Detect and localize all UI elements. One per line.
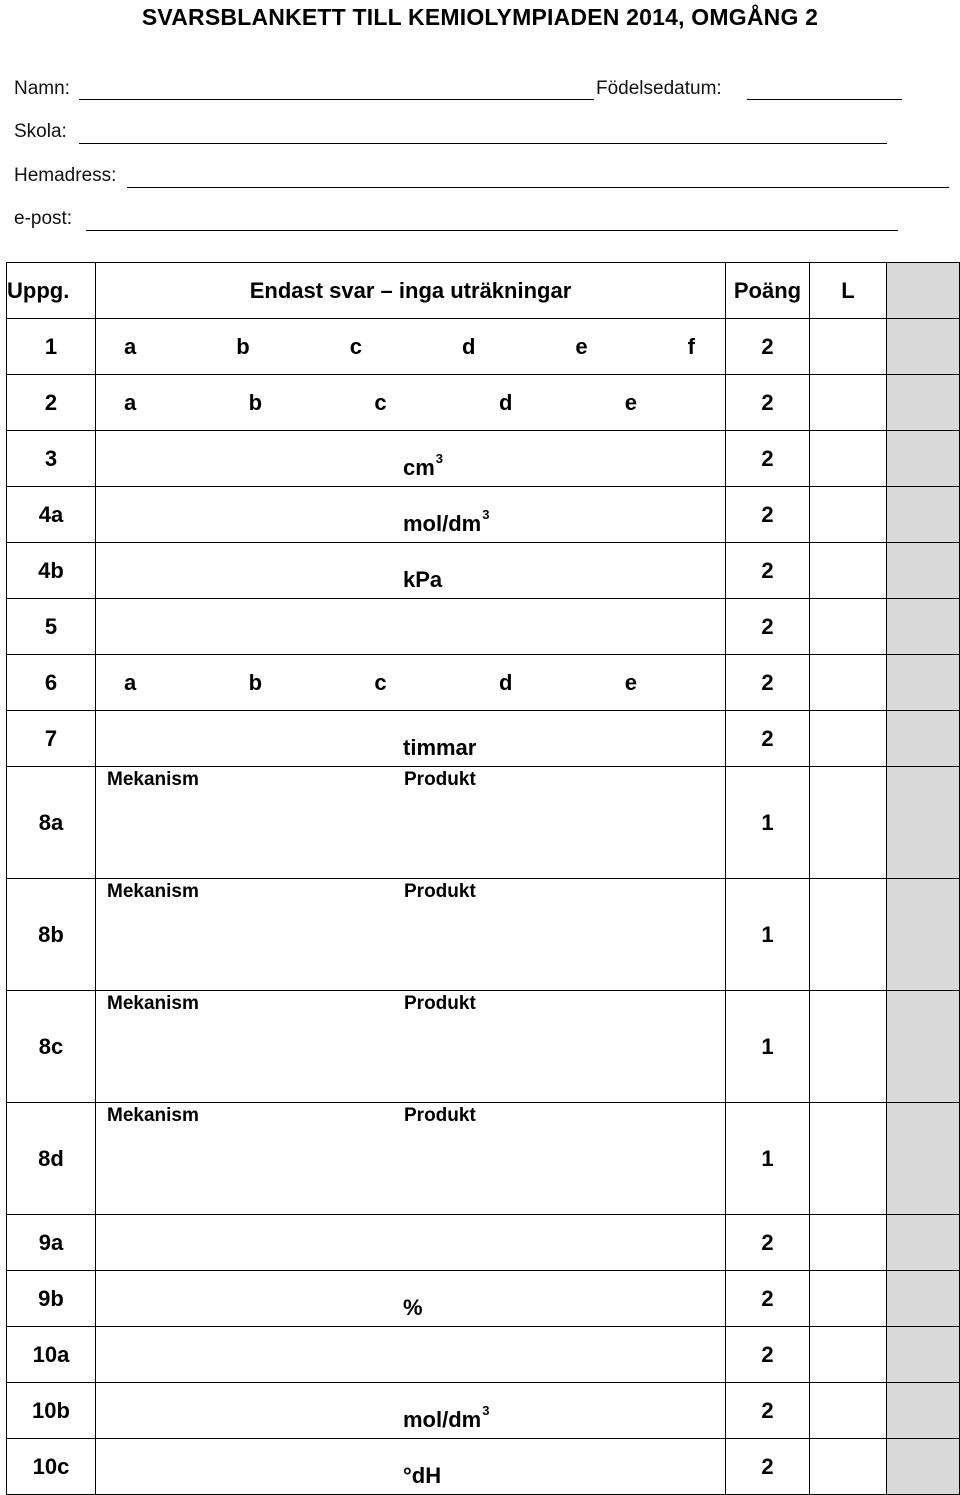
- grey-cell: [887, 431, 960, 487]
- l-cell[interactable]: [810, 1439, 887, 1495]
- product-label: Produkt: [404, 769, 476, 790]
- mechanism-label: Mekanism: [107, 769, 199, 790]
- points-value: 1: [726, 879, 810, 991]
- answer-cell[interactable]: [96, 1383, 726, 1439]
- birthdate-field[interactable]: [747, 99, 902, 100]
- option-letter[interactable]: c: [349, 333, 362, 359]
- mechanism-label: Mekanism: [107, 881, 199, 902]
- product-label: Produkt: [404, 993, 476, 1014]
- answer-cell[interactable]: [96, 991, 726, 1103]
- option-letter[interactable]: e: [624, 669, 637, 695]
- option-letter[interactable]: d: [461, 333, 476, 359]
- answer-cell[interactable]: [96, 655, 726, 711]
- table-row: [7, 431, 960, 487]
- option-letter[interactable]: f: [687, 333, 695, 359]
- table-row: [7, 655, 960, 711]
- table-row: [7, 1215, 960, 1271]
- points-value: 2: [726, 1327, 810, 1383]
- task-number: 8b: [7, 879, 96, 991]
- l-cell[interactable]: [810, 879, 887, 991]
- points-value: 2: [726, 319, 810, 375]
- table-row: [7, 1327, 960, 1383]
- task-number: 7: [7, 711, 96, 767]
- task-number: 8d: [7, 1103, 96, 1215]
- l-cell[interactable]: [810, 599, 887, 655]
- grey-cell: [887, 543, 960, 599]
- grey-cell: [887, 1103, 960, 1215]
- answer-cell[interactable]: [96, 319, 726, 375]
- task-number: 1: [7, 319, 96, 375]
- header-points: Poäng: [726, 263, 810, 319]
- grey-cell: [887, 767, 960, 879]
- option-letters: [96, 670, 725, 696]
- l-cell[interactable]: [810, 655, 887, 711]
- l-cell[interactable]: [810, 1327, 887, 1383]
- option-letter[interactable]: a: [124, 333, 137, 359]
- product-label: Produkt: [404, 881, 476, 902]
- answer-cell[interactable]: [96, 711, 726, 767]
- table-header-row: [7, 263, 960, 319]
- answer-cell[interactable]: [96, 1327, 726, 1383]
- option-letter[interactable]: c: [374, 669, 387, 695]
- l-cell[interactable]: [810, 767, 887, 879]
- unit-label: $cm^3$: [403, 451, 444, 480]
- grey-cell: [887, 1439, 960, 1495]
- grey-cell: [887, 655, 960, 711]
- unit-label: %: [403, 1295, 423, 1320]
- grey-cell: [887, 1327, 960, 1383]
- task-number: 5: [7, 599, 96, 655]
- task-number: 10a: [7, 1327, 96, 1383]
- answer-cell[interactable]: [96, 1271, 726, 1327]
- option-letter[interactable]: e: [575, 333, 588, 359]
- option-letters: [96, 390, 725, 416]
- task-number: 9b: [7, 1271, 96, 1327]
- grey-cell: [887, 599, 960, 655]
- table-row: [7, 599, 960, 655]
- grey-cell: [887, 1271, 960, 1327]
- answer-cell[interactable]: [96, 1215, 726, 1271]
- points-value: 2: [726, 375, 810, 431]
- header-l: L: [810, 263, 887, 319]
- points-value: 2: [726, 487, 810, 543]
- l-cell[interactable]: [810, 487, 887, 543]
- points-value: 2: [726, 543, 810, 599]
- table-row: [7, 1103, 960, 1215]
- l-cell[interactable]: [810, 711, 887, 767]
- unit-label: kPa: [403, 567, 443, 592]
- table-row: [7, 711, 960, 767]
- header-instruction: Endast svar – inga uträkningar: [96, 263, 726, 319]
- l-cell[interactable]: [810, 991, 887, 1103]
- task-number: 4b: [7, 543, 96, 599]
- grey-cell: [887, 487, 960, 543]
- unit-label: mol/$dm^3$: [403, 507, 490, 536]
- points-value: 2: [726, 1439, 810, 1495]
- task-number: 10b: [7, 1383, 96, 1439]
- table-row: [7, 991, 960, 1103]
- option-letters: [96, 334, 725, 360]
- table-row: [7, 1271, 960, 1327]
- name-label: Namn:: [14, 78, 70, 99]
- l-cell[interactable]: [810, 1271, 887, 1327]
- l-cell[interactable]: [810, 543, 887, 599]
- task-number: 8a: [7, 767, 96, 879]
- birthdate-label: Födelsedatum:: [596, 78, 722, 99]
- task-number: 9a: [7, 1215, 96, 1271]
- unit-label: mol/$dm^3$: [403, 1403, 490, 1432]
- table-row: [7, 487, 960, 543]
- l-cell[interactable]: [810, 431, 887, 487]
- points-value: 2: [726, 1271, 810, 1327]
- grey-cell: [887, 1215, 960, 1271]
- option-letter[interactable]: c: [374, 389, 387, 415]
- table-row: [7, 767, 960, 879]
- option-letter[interactable]: a: [124, 389, 137, 415]
- answer-cell[interactable]: [96, 599, 726, 655]
- address-field[interactable]: [127, 187, 949, 188]
- header-uppg: Uppg.: [7, 263, 96, 319]
- task-number: 4a: [7, 487, 96, 543]
- answer-table: [6, 262, 960, 1495]
- answer-cell[interactable]: [96, 543, 726, 599]
- grey-cell: [887, 991, 960, 1103]
- table-row: [7, 543, 960, 599]
- table-row: [7, 879, 960, 991]
- answer-cell[interactable]: [96, 767, 726, 879]
- grey-cell: [887, 1383, 960, 1439]
- l-cell[interactable]: [810, 375, 887, 431]
- points-value: 1: [726, 1103, 810, 1215]
- answer-cell[interactable]: [96, 487, 726, 543]
- option-letter[interactable]: b: [248, 669, 263, 695]
- option-letter[interactable]: a: [124, 669, 137, 695]
- address-label: Hemadress:: [14, 165, 117, 186]
- name-field[interactable]: [79, 99, 594, 100]
- points-value: 2: [726, 655, 810, 711]
- product-label: Produkt: [404, 1105, 476, 1126]
- table-row: [7, 375, 960, 431]
- answer-cell[interactable]: [96, 879, 726, 991]
- header-grey-cell: [887, 263, 960, 319]
- answer-cell[interactable]: [96, 431, 726, 487]
- unit-label: timmar: [403, 735, 477, 760]
- option-letter[interactable]: b: [248, 389, 263, 415]
- school-field[interactable]: [79, 143, 887, 144]
- table-row: [7, 1439, 960, 1495]
- l-cell[interactable]: [810, 1383, 887, 1439]
- answer-cell[interactable]: [96, 1439, 726, 1495]
- option-letter[interactable]: d: [498, 389, 513, 415]
- grey-cell: [887, 879, 960, 991]
- task-number: 10c: [7, 1439, 96, 1495]
- mechanism-label: Mekanism: [107, 993, 199, 1014]
- points-value: 2: [726, 711, 810, 767]
- grey-cell: [887, 319, 960, 375]
- l-cell[interactable]: [810, 1103, 887, 1215]
- points-value: 1: [726, 991, 810, 1103]
- l-cell[interactable]: [810, 319, 887, 375]
- task-number: 2: [7, 375, 96, 431]
- mechanism-label: Mekanism: [107, 1105, 199, 1126]
- email-field[interactable]: [86, 230, 898, 231]
- task-number: 3: [7, 431, 96, 487]
- answer-cell[interactable]: [96, 375, 726, 431]
- task-number: 8c: [7, 991, 96, 1103]
- points-value: 2: [726, 431, 810, 487]
- table-row: [7, 1383, 960, 1439]
- grey-cell: [887, 711, 960, 767]
- option-letter[interactable]: e: [624, 389, 637, 415]
- points-value: 1: [726, 767, 810, 879]
- l-cell[interactable]: [810, 1215, 887, 1271]
- points-value: 2: [726, 1215, 810, 1271]
- points-value: 2: [726, 599, 810, 655]
- grey-cell: [887, 375, 960, 431]
- page-title: SVARSBLANKETT TILL KEMIOLYMPIADEN 2014, OMGÅNG 2: [141, 4, 819, 30]
- answer-cell[interactable]: [96, 1103, 726, 1215]
- table-row: [7, 319, 960, 375]
- task-number: 6: [7, 655, 96, 711]
- email-label: e-post:: [14, 208, 73, 229]
- school-label: Skola:: [14, 121, 67, 142]
- unit-label: °dH: [403, 1463, 442, 1488]
- points-value: 2: [726, 1383, 810, 1439]
- option-letter[interactable]: d: [498, 669, 513, 695]
- option-letter[interactable]: b: [236, 333, 250, 359]
